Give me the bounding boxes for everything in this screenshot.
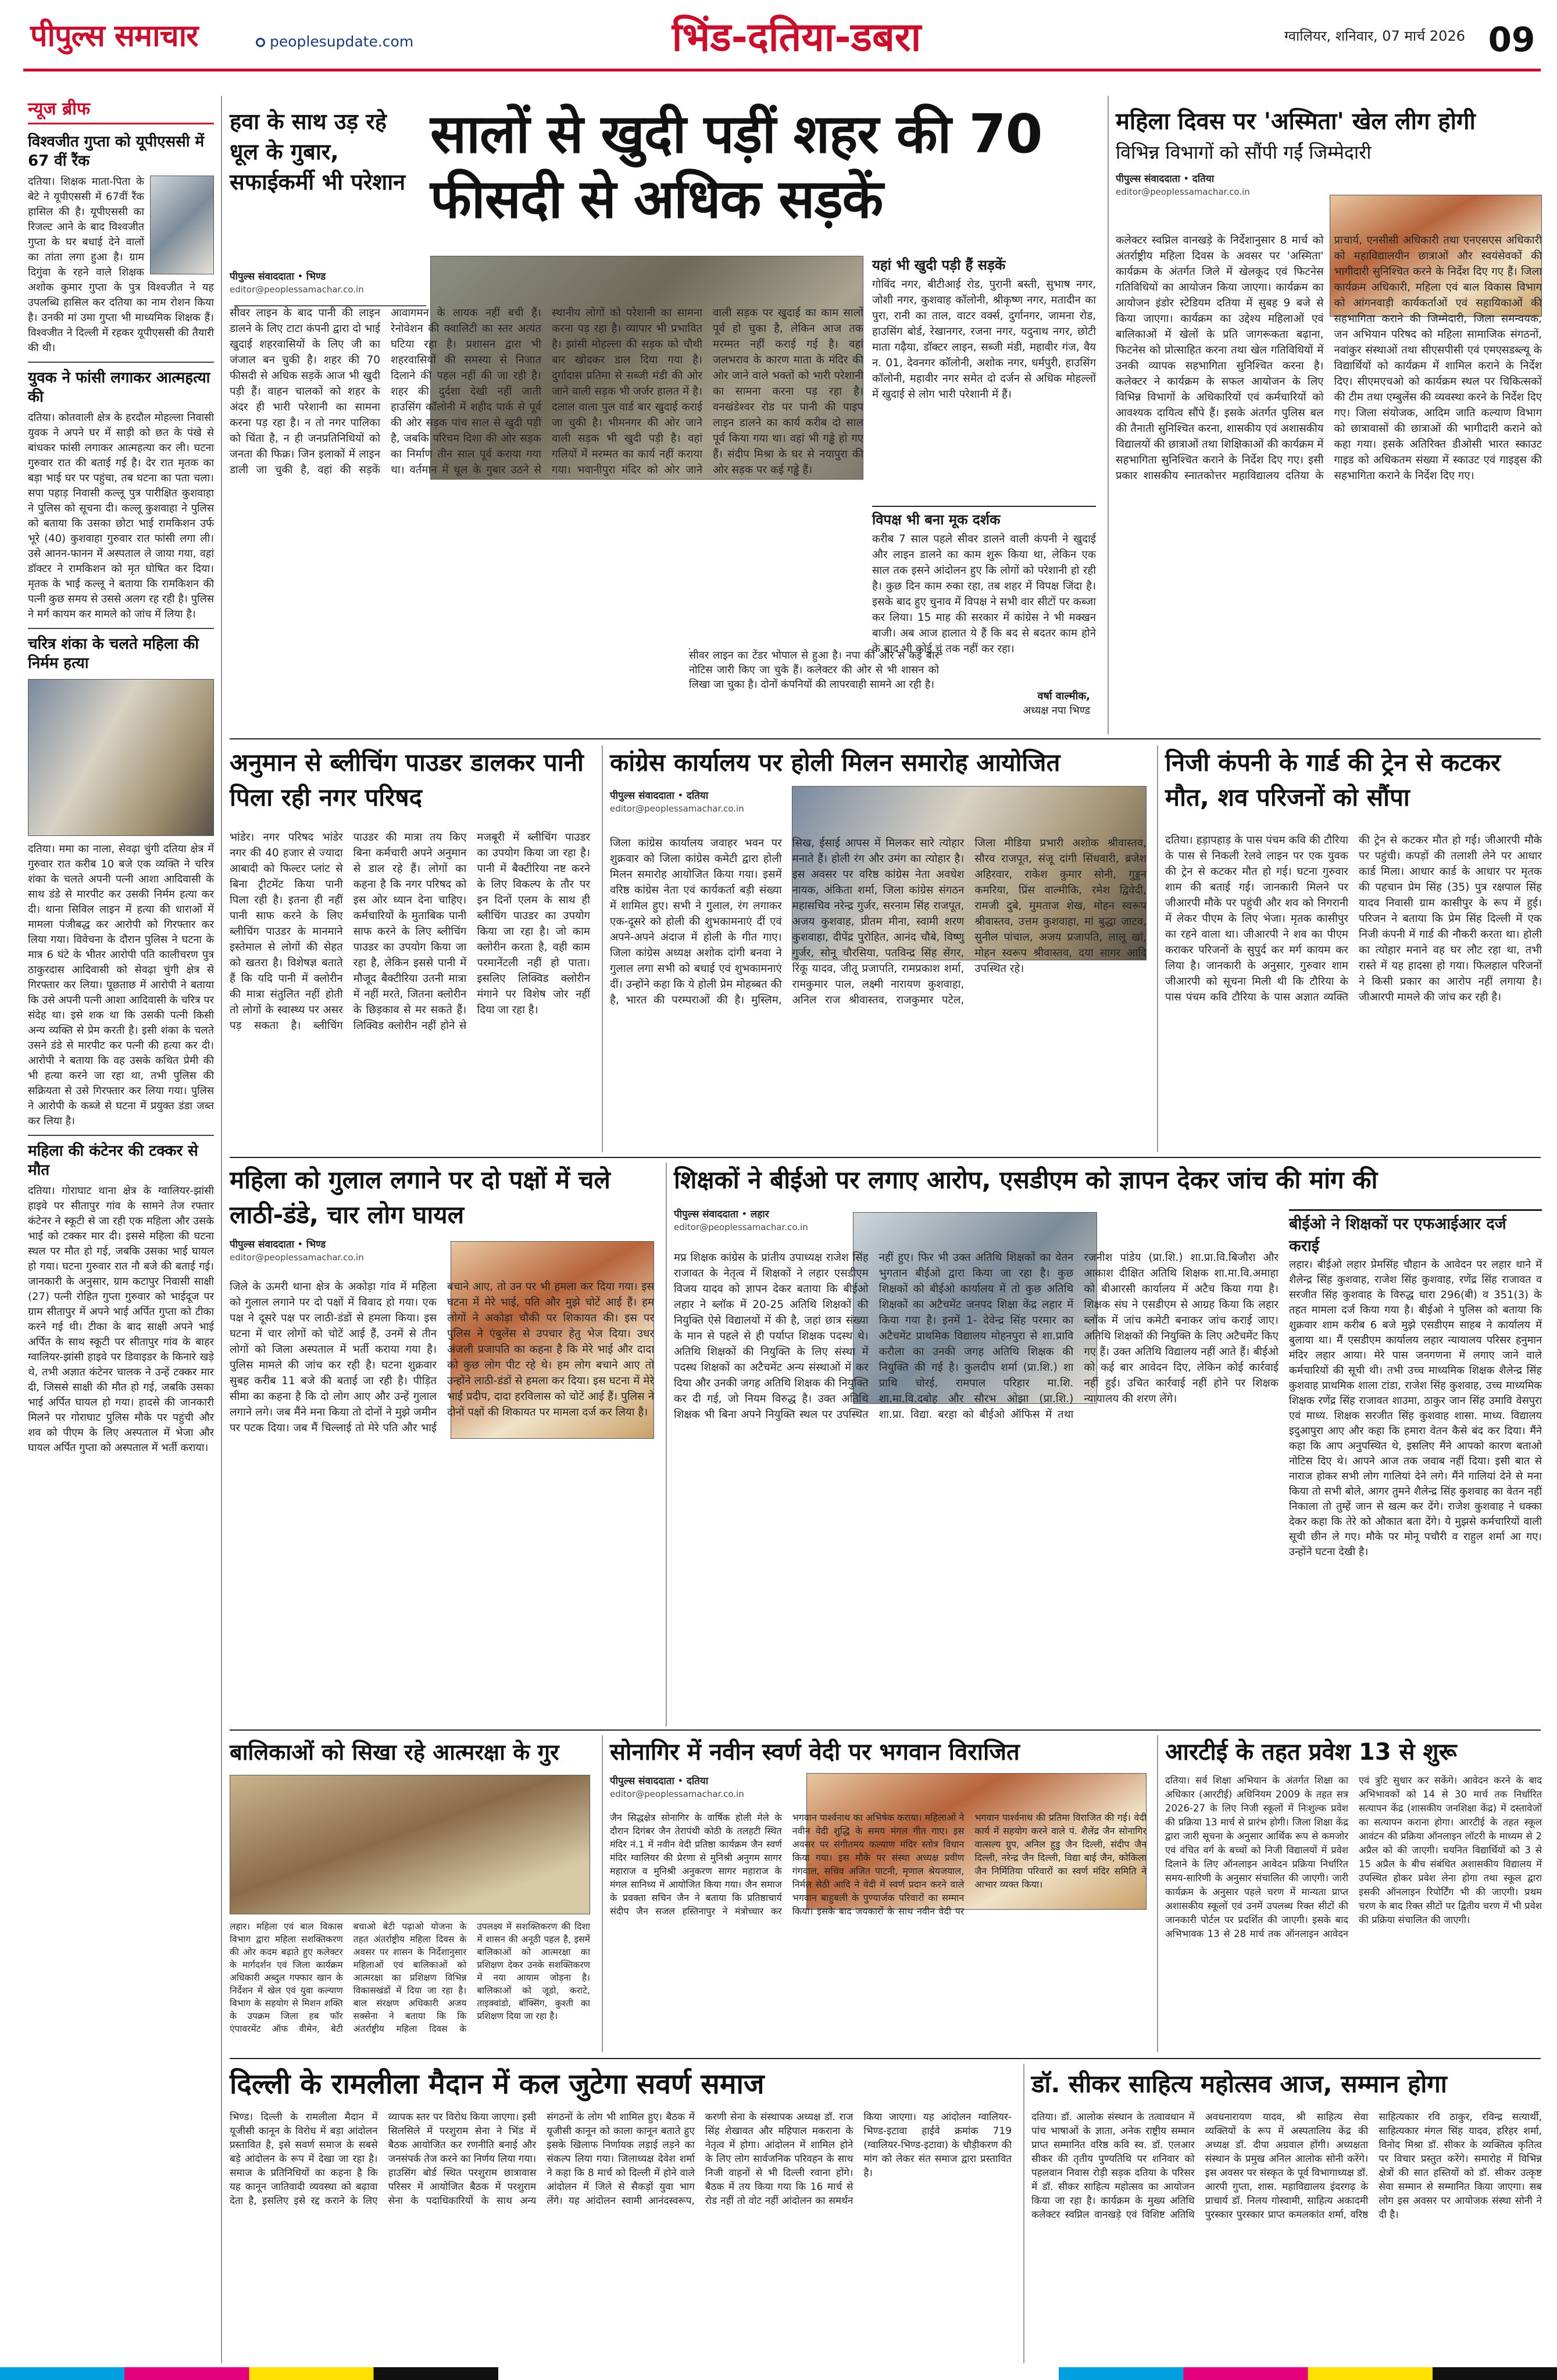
byline-email: editor@peoplessamachar.co.in [230,1252,364,1263]
brief-body: दतिया। शिक्षक माता-पिता के बेटे ने यूपीएससी में 67वीं रैंक हासिल की है। यूपीएससी का रिजल्ट आने के बाद विश्वजीत गुप्ता के घर बधाई देने वालों का तांता लगा हुआ है। ग्राम दिगुंवा के रहने वाले शिक्षक अशोक कुमार गुप्ता के पुत्र विश्वजीत ने यह उपलब्धि हासिल कर दतिया का नाम रोशन किया है। उनकी मां उमा गुप्ता भी माध्यमिक शिक्षक हैं। विश्वजीत ने दिल्ली में रहकर यूपीएससी की तैयारी की थी। [28,176,214,354]
girls-headline: बालिकाओं को सिखा रहे आत्मरक्षा के गुर [230,1739,559,1765]
section-rule-3 [230,1729,1541,1731]
byline-name: पीपुल्स संवाददाता [674,1209,738,1220]
brief-title: चरित्र शंका के चलते महिला की निर्मम हत्या [28,635,199,672]
website-link[interactable] [256,30,448,53]
news-brief-sidebar [28,96,214,2352]
quote-attribution [951,689,1090,724]
beo-fir-box [1289,1209,1542,1724]
brief-body: दतिया। ममा का नाला, सेवढ़ा चुंगी दतिया क्षेत्र में गुरुवार रात करीब 10 बजे एक व्यक्ति ने चरित्र शंका के चलते अपनी पत्नी आशा आदिवासी के साथ डंडे से मारपीट कर उसकी निर्मम हत्या कर दी। थाना सिविल लाइन में हत्या की धाराओं में मामला पंजीबद्ध कर आरोपी को गिरफ्तार कर लिया गया। विवेचना के दौरान पुलिस ने घटना के मात्र 6 घंटे के भीतर आरोपी पति कालीचरण पुत्र ठाकुरदास आदिवासी को सेवढ़ा चुंगी क्षेत्र से गिरफ्तार कर लिया। पूछताछ में आरोपी ने बताया कि उसे अपनी पत्नी आशा आदिवासी के चरित्र पर संदेह था। इसे शक था कि उसकी पत्नी किसी अन्य व्यक्ति से प्रेम करती है। इसी शंका के चलते उसने डंडे से मारपीट कर पत्नी की हत्या कर दी। आरोपी ने बताया कि वह उसके कथित प्रेमी की भी हत्या करने जा रहा था, तभी पुलिस की सक्रियता से उसे गिरफ्तार कर लिया गया। पुलिस ने आरोपी के कब्जे से घटना में प्रयुक्त डंडा जब्त कर लिया है। [28,843,214,1127]
holi-headline: कांग्रेस कार्यालय पर होली मिलन समारोह आयोजित [610,748,1060,777]
quote-author: वर्षा वाल्मीक, [1037,690,1090,702]
lead-opp-body: करीब 7 साल पहले सीवर डालने वाली कंपनी ने खुदाई और लाइन डालने का काम शुरू किया था, लेकिन एक साल तक इसने आंदोलन हुए कि लोगों को परेशानी हो रही है। कुछ दिन काम रुका रहा, तब शहर में विपक्ष जिंदा है। इसके बाद हुए चुनाव में विपक्ष ने सभी वार सीटों पर कब्जा कर लिया। 15 माह की सरकार में कांग्रेस ने भी मक्खन बाजी। अब आज हालात ये हैं कि बद से बदतर काम होने के बाद भी कोई चुं तक नहीं कर रहा। [872,533,1096,655]
byline-email: editor@peoplessamachar.co.in [610,1789,744,1799]
sonagir-byline: पीपुल्स संवाददाता • दतिया editor@peoplessamachar.co.in [610,1775,744,1799]
masthead-rule [23,69,1541,72]
beo-fir-body: लहार। बीईओ लहार प्रेमसिंह चौहान के आवेदन पर लहार थाने में शैलेन्द्र सिंह कुशवाह, राजेश सिंह कुशवाह, रणेंद्र सिंह राजावत व सरजीत सिंह कुशवाह के विरुद्ध धारा 296(बी) व 351(3) के तहत मामला दर्ज किया गया है। बीईओ ने पुलिस को बताया कि शुक्रवार शाम करीब 6 बजे मुझे एसडीएम साहब ने कार्यालय में बुलाया था। मैं एसडीएम कार्यालय लहार न्यायालय परिसर हनुमान मंदिर लहार आया। मेरे पास जनगणना में लगाए जाने वाले कर्मचारियों की सूची थी। तभी उच्च माध्यमिक शिक्षक शैलेन्द्र सिंह कुशवाह प्राथमिक शाला टांडा, राजेश सिंह कुशवाह, उच्च माध्यमिक शिक्षक रणेंद्र सिंह राजावत शाउमा, ठाकुर जान सिंह उमावि वेसपुरा एवं माध्य. शिक्षक सरजीत सिंह कुशवाह शासा. माध्य. विद्यालय इदुआपुरा आए और कहा कि हमारा वेतन कैसे बंद कर दिया। मैंने कहा कि आप अनुपस्थित थे, इसलिए मैंने आपको कारण बताओ नोटिस दिए थे। आपने आज तक जवाब नहीं दिया। इसी बात से नाराज होकर सभी लोग गालियां देने लगे। मैंने गालियां देने से मना किया तो सभी बोले, आगर तुमने शैलेन्द्र सिंह कुशवाह का वेतन नहीं निकाला तो तुम्हें जान से खत्म कर देंगे। राजेश कुशवाह ने धक्का देकर कहा कि तेरे को औकात बता देंगे। ये मुझसे कर्मचारियों वाली सूची छीन ले गए। मौके पर मोनू पचौरी व राहुल शर्मा आ गए। उन्होंने घटना देखी है। [1289,1259,1542,1558]
bleach-body: भांडेर। नगर परिषद भांडेर नगर की 40 हजार से ज्यादा आबादी को फिल्टर प्लांट से बिना ट्रीटमेंट किया पानी पिला रही है। इतना ही नहीं पानी साफ करने के लिए ब्लीचिंग पाउडर के मानमाने इस्तेमाल से लोगों की सेहत को खतरा है। विशेषज्ञ बताते हैं कि यदि पानी में क्लोरीन की मात्रा संतुलित नहीं होती तो लोगों के स्वास्थ्य पर असर पड़ सकता है। ब्लीचिंग पाउडर की मात्रा तय किए बिना कर्मचारी अपने अनुमान से डाल रहे हैं। लोगों का कहना है कि नगर परिषद को इस ओर ध्यान देना चाहिए। कर्मचारियों के मुताबिक पानी साफ करने के लिए ब्लीचिंग पाउडर का उपयोग किया जा रहा है, लेकिन इससे पानी में मौजूद बैक्टीरिया उतनी मात्रा में नहीं मरते, जितना क्लोरीन के छिड़काव से मर सकते हैं। लिक्विड क्लोरीन नहीं होने से मजबूरी में ब्लीचिंग पाउडर का उपयोग किया जा रहा है। पानी में बैक्टीरिया नष्ट करने के लिए विकल्प के तौर पर इन दिनों एलम के साथ ही ब्लीचिंग पाउडर का उपयोग किया जा रहा है। जो काम क्लोरीन करता है, वही काम परमानेंटली नहीं हो पाता। इसलिए लिक्विड क्लोरीन मंगाने पर विशेष जोर नहीं दिया जा रहा है। [230,831,590,1032]
brand-name: पीपुल्स समाचार [30,19,198,53]
guard-story [1157,745,1541,1152]
gulal-byline: पीपुल्स संवाददाता • भिण्ड editor@peoplessamachar.co.in [230,1239,364,1263]
lead-sub-title: यहां भी खुदी पड़ी हैं सड़कें [872,257,1006,273]
women-body: कलेक्टर स्वप्निल वानखड़े के निर्देशानुसार 8 मार्च को अंतर्राष्ट्रीय महिला दिवस के अवसर पर 'अस्मिता' कार्यक्रम के अंतर्गत जिले में खेलकूद एवं फिटनेस गतिविधियों का आयोजन किया जाएगा। कार्यक्रम का आयोजन इंडोर स्टेडियम दतिया में सुबह 9 बजे से किया जाएगा। कार्यक्रम का उद्देश्य महिलाओं एवं बालिकाओं में खेलों के प्रति जागरूकता बढ़ाना, फिटनेस को प्रोत्साहित करना तथा खेल गतिविधियों में उनकी व्यापक सहभागिता सुनिश्चित करना है। कलेक्टर ने कार्यक्रम के सफल आयोजन के लिए विभिन्न विभागों के अधिकारियों एवं कर्मचारियों को आवश्यक दायित्व सौंपे हैं। इसके अंतर्गत पुलिस बल की तैनाती सुनिश्चित करना, शासकीय एवं अशासकीय विद्यालयों की छात्राओं तथा शिक्षिकाओं की कार्यक्रम में सहभागिता सुनिश्चित कराने के निर्देश दिए गए। इसी प्रकार शासकीय स्नातकोत्तर महाविद्यालय दतिया के प्राचार्य, एनसीसी अधिकारी तथा एनएसएस अधिकारी को महाविद्यालयीन छात्राओं और स्वयंसेवकों की भागीदारी सुनिश्चित करने के निर्देश दिए गए हैं। जिला कार्यक्रम अधिकारी, महिला एवं बाल विकास विभाग को आंगनवाड़ी कार्यकर्ताओं एवं सहायिकाओं की सहभागिता कराने की जिम्मेदारी, जिला समन्वयक, जन अभियान परिषद को महिला सामाजिक संगठनों, नवांकुर संस्थाओं तथा सीएसपीसी एवं एमएसडब्ल्यू के विद्यार्थियों को कार्यक्रम में शामिल कराने के निर्देश दिए। सीएमएचओ को कार्यक्रम स्थल पर चिकित्सकों की टीम तथा एम्बुलेंस की व्यवस्था करने के निर्देश दिए गए। जिला संयोजक, आदिम जाति कल्याण विभाग को छात्रावासों की छात्राओं की भागीदारी कराने को कहा गया। इसके अतिरिक्त डीओसी भारत स्काउट गाइड को अधिकतम संख्या में स्काउट एवं गाइड्स की सहभागिता कराने के निर्देश दिए गए। [1116,234,1542,482]
gulal-headline: महिला को गुलाल लगाने पर दो पक्षों में चले लाठी-डंडे, चार लोग घायल [230,1166,610,1229]
lead-byline [230,270,422,299]
byline-email: editor@peoplessamachar.co.in [610,803,744,814]
brief-title: महिला की कंटेनर की टक्कर से मौत [28,1142,198,1179]
bleach-story [230,745,590,1152]
women-headline: महिला दिवस पर 'अस्मिता' खेल लीग होगी [1116,108,1476,135]
person-photo [150,176,214,274]
guard-headline: निजी कंपनी के गार्ड की ट्रेन से कटकर मौत, शव परिजनों को सौंपा [1165,748,1501,812]
lead-story [230,96,1096,734]
holi-body: जिला कांग्रेस कार्यालय जवाहर भवन पर शुक्रवार को जिला कांग्रेस कमेटी द्वारा होली मिलन समारोह आयोजित किया गया। इसमें वरिष्ठ कांग्रेस नेता एवं कार्यकर्ता बड़ी संख्या में शामिल हुए। सभी ने गुलाल, रंग लगाकर एक-दूसरे को होली की शुभकामनाएं दीं एवं अपने-अपने अंदाज में होली के गीत गाए। जिला कांग्रेस अध्यक्ष अशोक दांगी बनवा ने गुलाल लगा सभी को बधाई एवं शुभकामनाएं दीं। उन्होंने कहा कि ये होली प्रेम मोहब्बत की है, भारत की परम्पराओं की है। मुस्लिम, सिख, ईसाई आपस में मिलकर सारे त्योहार मनाते हैं। होली रंग और उमंग का त्योहार है। इस अवसर पर वरिष्ठ कांग्रेस नेता अवधेश नायक, अंकिता शर्मा, जिला कांग्रेस संगठन महासचिव नरेन्द्र गुर्जर, सरनाम सिंह राजपूत, अजय कुशवाह, प्रीतम मीना, स्वामी शरण कुशवाहा, दीपेंद्र पुरोहित, आनंद चौबे, विष्णु गुर्जर, सोनू चौरसिया, पतविन्द्र सिंह सेंगर, रिंकू यादव, जीतू प्रजापति, रामप्रकाश शर्मा, रामकुमार पाल, लक्ष्मी नारायण कुशवाहा, अनिल राज श्रीवास्तव, राजकुमार पटेल, जिला मीडिया प्रभारी अशोक श्रीवास्तव, सौरव राजपूत, संजू दांगी सिंधवारी, ब्रजेश अहिरवार, राकेश कुमार सोनी, गुड्डन कमरिया, प्रिंस वाल्मीकि, रमेश द्विवेदी, रामजी दुबे, मुमताज शेख, मोहन स्वरूप श्रीवास्तव, उत्तम कुशवाहा, मां बुद्धा जाटव, सुनील पांचाल, अजय प्रजापति, लालू खां, मोहन स्वरूप श्रीवास्तव, दया सागर आदि उपस्थित रहे। [610,837,1147,1006]
byline-place: लहार [750,1209,769,1220]
sahitya-body: दतिया। डॉ. आलोक संस्थान के तत्वावधान में पांच भाषाओं के ज्ञाता, अनेक राष्ट्रीय सम्मान प्राप्त सम्मानित वरिष्ठ कवि स्व. डॉ. एलआर सीकर की तृतीय पुण्यतिथि पर शनिवार को पहलवान निवास रोड़ी सड़क दतिया के परिसर में डॉ. सीकर साहित्य महोत्सव का आयोजन किया जा रहा है। कार्यक्रम के मुख्य अतिथि कलेक्टर स्वप्निल वानखड़े एवं विशिष्ट अतिथि अवधनारायण यादव, श्री साहित्य सेवा व्यक्तियों के रूप में अस्पतालिय केंद्र की अध्यक्ष डॉ. दीपा अग्रवाल होंगी। अध्यक्षता संस्थान के प्रमुख अनिल आलोक सोनी करेंगे। इस अवसर पर संस्कृत के पूर्व विभागाध्यक्ष डॉ. आरपी गुप्ता, शास. महाविद्यालय इंदरगढ़ के प्राचार्य डॉ. निलय गोस्वामी, साहित्य अकादमी पुरस्कार पुरस्कार प्राप्त कमलकांत शर्मा, वरिष्ठ साहित्यकार रवि ठाकुर, रविन्द्र सत्यार्थी, साहित्यकार मंगल सिंह यादव, हरिहर शर्मा, विनोद मिश्रा डॉ. सीकर के व्यक्तित्व कृतित्व पर विचार प्रस्तुत करेंगे। समारोह में विभिन्न क्षेत्रों की सात हस्तियों को डॉ. सीकर उत्कृष्ट सेवा सम्मान से सम्मानित किया जाएगा। सब लोग इस अवसर पर आयोजक संस्था सोनी ने दी है। [1031,2111,1542,2221]
brief-title: युवक ने फांसी लगाकर आत्महत्या की [28,369,210,406]
rte-story [1157,1735,1541,2052]
sonagir-body: जैन सिद्धक्षेत्र सोनागिर के वार्षिक होली मेले के दौरान दिगंबर जैन तेरापंथी कोठी के तलहटी स्थित मंदिर नं.1 में नवीन वेदी प्रतिष्ठा कार्यक्रम जैन स्वर्ण मंदिर ग्वालियर की प्रेरणा से मुनिश्री अनुगम सागर महाराज व मुनिश्री अनुकरण सागर महाराज के मंगल सानिध्य में आयोजित किया गया। जैन समाज के प्रवक्ता सचिन जैन ने बताया कि प्रतिष्ठाचार्य संदीप जैन सजल हस्तिनापुर ने मंत्रोच्चार कर भगवान पार्श्वनाथ का अभिषेक कराया। महिलाओं ने नवीन वेदी शुद्धि के समय मंगल गीत गाए। इस अवसर पर संगीतमय कल्याण मंदिर स्तोत्र विधान किया गया। इस मौके पर संस्था अध्यक्ष प्रवीण गंगवाल, सचिव अजित पाटनी, मृणाल श्रेयजयाल, निर्मल सेठी आदि ने वेदी में स्वर्ण प्रदान करने वाले भगवान बाहुबली के पुण्यार्जक परिवारों का सम्मान किया। इसके बाद जयकारों के साथ नवीन वेदी पर भगवान पार्श्वनाथ की प्रतिमा विराजित की गई। वेदी कार्य में सहयोग करने वाले पं. शैलेंद्र जैन सोनागिर वात्सल्य ग्रुप, अनिल हुडु जैन दिल्ली, संदीप जैन दिल्ली, नरेन्द्र जैन दिल्ली, विद्या बाई जैन, कोकिला जैन निर्मितिया परिवारों का स्वर्ण मंदिर समिति ने आभार व्यक्त किया। [610,1812,1147,1917]
guard-body: दतिया। हड़ापहाड़ के पास पंचम कवि की टौरिया के पास से निकली रेलवे लाइन पर एक युवक की ट्रेन से कटकर मौत हो गई। घटना गुरुवार शाम की बताई गई। जानकारी मिलने पर जीआरपी मौके पर पहुंची और शव को निगरानी में लेकर पीएम के लिए भेजा। मृतक कासीपुर का रहने वाला था। जीआरपी ने शव का पीएम कराकर परिजनों के सुपुर्द कर मर्ग कायम कर लिया है। जानकारी के अनुसार, गुरुवार शाम जीआरपी को सूचना मिली थी कि टौरिया के पास पंचम कवि टौरिया के पास अज्ञात व्यक्ति की ट्रेन से कटकर मौत हो गई। जीआरपी मौके पर पहुंची। कपड़ों की तलाशी लेने पर आधार कार्ड मिला। आधार कार्ड के आधार पर मृतक की पहचान प्रेम सिंह (35) पुत्र रक्षपाल सिंह यादव निवासी ग्राम कासीपुर के रूप में हुई। परिजन ने बताया कि प्रेम सिंह दिल्ली में एक निजी कंपनी में गार्ड की नौकरी करता था। होली का त्योहार मनाने वह घर लौट रहा था, तभी रास्ते में यह हादसा हो गया। फिलहाल परिजनों ने किसी प्रकार का आरोप नहीं लगाया है। जीआरपी मामले की जांच कर रही है। [1165,834,1542,1003]
page-number: 09 [1488,20,1535,59]
byline-name: पीपुल्स संवाददाता [610,1775,674,1787]
teachers-story [666,1163,1541,1727]
section-title [587,13,1006,63]
lead-opp-box [872,506,1096,655]
byline-place: दतिया [686,790,709,802]
byline-email: editor@peoplessamachar.co.in [1116,187,1250,197]
brief-item-suicide [28,369,214,622]
teachers-headline: शिक्षकों ने बीईओ पर लगाए आरोप, एसडीएम को ज्ञापन देकर जांच की मांग की [674,1166,1378,1194]
sonagir-headline: सोनागिर में नवीन स्वर्ण वेदी पर भगवान विराजित [610,1739,1020,1766]
byline-place: दतिया [686,1775,709,1787]
brand-logo [30,17,286,58]
ramleela-headline: दिल्ली के रामलीला मैदान में कल जुटेगा सवर्ण समाज [230,2068,765,2100]
girls-story [230,1735,590,2052]
byline-email: editor@peoplessamachar.co.in [674,1222,808,1232]
sahitya-story [1023,2064,1541,2363]
byline-place: भिण्ड [306,271,326,283]
women-deck: विभिन्न विभागों को सौंपी गईं जिम्मेदारी [1116,141,1372,163]
byline-place: दतिया [1192,173,1215,185]
byline-place: भिण्ड [306,1239,326,1250]
holi-byline: पीपुल्स संवाददाता • दतिया editor@peoplessamachar.co.in [610,790,744,814]
brief-item-murder [28,635,214,1129]
girls-body: लहार। महिला एवं बाल विकास विभाग द्वारा महिला सशक्तिकरण की ओर कदम बढ़ाते हुए कलेक्टर के मार्गदर्शन एवं जिला कार्यक्रम अधिकारी अब्दुल गफ्फार खान के निर्देशन में खेल एवं युवा कल्याण विभाग के सहयोग से मिशन शक्ति के उपक्रम जिला हब फॉर एंपावरमेंट ऑफ वीमेन, बेटी बचाओ बेटी पढ़ाओ योजना के तहत अंतर्राष्ट्रीय महिला दिवस के अवसर पर शासन के निर्देशानुसार महिलाओं एवं बालिकाओं को आत्मरक्षा का प्रशिक्षण विभिन्न विकासखंडों में दिया जा रहा है। बाल संरक्षण अधिकारी अजय सक्सेना ने बताया कि कि अंतर्राष्ट्रीय महिला दिवस के उपलक्ष्य में सशक्तिकरण की दिशा में शासन की अनूठी पहल है, इसमें बालिकाओं को आत्मरक्षा का प्रशिक्षण देकर उनके सशक्तिकरण में नया आयाम जोड़ना है। बालिकाओं को जूडो, कराटे, ताइक्वांडो, बॉक्सिंग, कुश्ती का प्रशिक्षण दिया जा रहा है। [230,1921,590,2034]
women-day-story [1108,96,1541,734]
brief-item-upsc [28,133,214,356]
brief-item-accident [28,1142,214,1456]
byline-name: पीपुल्स संवाददाता [230,271,294,283]
quote-icon: • [297,271,303,283]
brief-body: दतिया। कोतवाली क्षेत्र के हरदौल मोहल्ला निवासी युवक ने अपने घर में साड़ी को छत के पंखे से बांधकर फांसी लगाकर आत्महत्या कर ली। घटना गुरुवार रात की बताई गई है। देर रात मृतक का बड़ा भाई घर पर पहुंचा, तब घटना का पता चला। सपा पहाड़ निवासी कल्लू पुत्र पारीक्षित कुशवाहा ने पुलिस को सूचना दी। कल्लू कुशवाहा ने पुलिस को बताया कि उसका छोटा भाई रामकिशन उर्फ भूरे (40) कुशवाहा गुरुवार रात फांसी लगा ली। उसे आनन-फानन में अस्पताल ले जाया गया, वहां डॉक्टर ने रामकिशन को मृत घोषित कर दिया। मृतक के भाई कल्लू ने बताया कि रामकिशन की पत्नी कुछ समय से उससे अलग रह रही है। पुलिस ने मर्ग कायम कर मामले को जांच में लिया है। [28,412,214,620]
teachers-byline: पीपुल्स संवाददाता • लहार editor@peoplessamachar.co.in [674,1209,808,1232]
website-text: peoplesupdate.com [270,33,414,50]
section-title-text: भिंड-दतिया-डबरा [672,15,922,60]
section-rule-4 [230,2058,1541,2059]
bleach-headline: अनुमान से ब्लीचिंग पाउडर डालकर पानी पिला रही नगर परिषद [230,748,584,812]
lead-body: सीवर लाइन के बाद पानी की लाइन डालने के लिए टाटा कंपनी द्वारा दो भाई खुदाई शहरवासियों के लिए जी का जंजाल बन चुकी है। शहर की 70 फीसदी से अधिक सड़कें आज भी खुदी पड़ी हैं। वाहन चालकों को शहर के अंदर ही भारी परेशानी का सामना करना पड़ रहा है। न तो नगर पालिका को चिंता है, न ही जनप्रतिनिधियों को जनता की फिक्र। जिन इलाकों में लाइन डाली जा चुकी है, वहां की सड़कें आवागमन के लायक नहीं बची हैं। रेनोवेशन की क्वालिटी का स्तर अत्यंत घटिया रहा है। प्रशासन द्वारा भी शहरवासियों की समस्या से निजात दिलाने की पहल नहीं की जा रही है। शहर की दुर्दशा देखी नहीं जाती हाउसिंग कॉलोनी में शहीद पार्क से पूर्व की ओर सड़क पांच साल से खुदी पड़ी है, जबकि परिचम दिशा की ओर सड़क का निर्माण तीन साल पूर्व कराया गया था। वर्तमान में धूल के गुबार उठने से स्थानीय लोगों को परेशानी का सामना करना पड़ रहा है। व्यापार भी प्रभावित है। झांसी मोहल्ला की सड़क को चौथी बार खोदकर डाल दिया गया है। दुर्गादास प्रतिमा से सब्जी मंडी की ओर जाने वाली सड़क भी जर्जर हालत में है। दलाल वाला पुल वार्ड बार खुदाई कराई जा चुकी है। भीमनगर की ओर जाने वाली सड़क भी खुदी पड़ी है। वहां गलियों में मरम्मत का कार्य नहीं कराया गया। भवानीपुरा मंदिर को ओर जाने वाली सड़क पर खुदाई का काम सालों पूर्व हो चुका है, लेकिन आज तक मरम्मत नहीं कराई गई है। वहां जलभराव के कारण माता के मंदिर की ओर जाने वाले भक्तों को भारी परेशानी का सामना करना पड़ रहा है। वनखंडेश्वर रोड पर पानी की पाइप लाइन डालने का कार्य करीब दो साल पूर्व किया गया था। वहां भी गड्ढे हो गए हैं। संदीप मिश्रा के घर से नयापुरा की ओर सड़क पर कई गड्ढे हैं। [230,307,863,476]
brief-body: दतिया। गोराघाट थाना क्षेत्र के ग्वालियर-झांसी हाइवे पर सीतापुर गांव के सामने तेज रफ्तार कंटेनर ने स्कूटी से जा रही एक महिला और उसके भाई को टक्कर मार दी। इससे महिला की घटना स्थल पर मौत हो गई, जबकि उसका भाई घायल हो गया। घटना गुरुवार रात नौ बजे की बताई गई। जानकारी के अनुसार, ग्राम कटापुर निवासी साक्षी (27) पत्नी रोहित गुप्ता गुरुवार को भाईदूज पर ग्राम सीतापुर में अपने भाई अर्पित गुप्ता को टीका करने गई थी। टीका के बाद साक्षी अपने भाई अर्पित के साथ स्कूटी पर सीतापुर गांव के बाहर ग्वालियर-झांसी हाइवे पर डिवाइडर के किनारे खड़े थे, तभी अज्ञात कंटेनर चालक ने उन्हें टक्कर मार दी, जिससे साक्षी की मौत हो गई, जबकि उसका भाई अर्पित घायल हो गया। हादसे की जानकारी मिलने पर गोराघाट पुलिस मौके पर पहुंची और शव को पीएम के लिए अस्पताल में भेजा और घायल अर्पित गुप्ता को अस्पताल में भर्ती कराया। [28,1185,214,1454]
news-brief-label: न्यूज ब्रीफ [28,96,214,124]
masthead [0,0,1557,80]
globe-icon [256,38,265,47]
rte-body: दतिया। सर्व शिक्षा अभियान के अंतर्गत शिक्षा का अधिकार (आरटीई) अधिनियम 2009 के तहत सत्र 2026-27 के लिए निजी स्कूलों में निःशुल्क प्रवेश की प्रक्रिया 13 मार्च से प्रारंभ होगी। जिला शिक्षा केंद्र द्वारा जारी सूचना के अनुसार आर्थिक रूप से कमजोर एवं वंचित वर्ग के बच्चों को निजी विद्यालयों में प्रवेश दिलाने के लिए ऑनलाइन आवेदन प्रक्रिया निर्धारित समय-सारिणी के अनुसार संचालित की जाएगी। जारी कार्यक्रम के अनुसार पहले चरण में मान्यता प्राप्त अशासकीय स्कूलों एवं उनमें उपलब्ध रिक्त सीटों की जानकारी पोर्टल पर प्रदर्शित की जाएगी। इसके बाद अभिभावक 13 से 28 मार्च तक ऑनलाइन आवेदन एवं त्रुटि सुधार कर सकेंगे। आवेदन करने के बाद अभिभावकों को 14 से 30 मार्च तक निर्धारित सत्यापन केंद्र (शासकीय जनशिक्षा केंद्र) में दस्तावेजों का सत्यापन कराना होगा। आरटीई के तहत स्कूल आवंटन की प्रक्रिया ऑनलाइन लॉटरी के माध्यम से 2 अप्रैल को की जाएगी। चयनित विद्यार्थियों को 3 से 15 अप्रैल के बीच संबंधित अशासकीय विद्यालय में उपस्थित होकर प्रवेश लेना होगा तथा स्कूल द्वारा इसकी ऑनलाइन रिपोर्टिंग भी की जाएगी। प्रथम चरण के बाद रिक्त सीटों पर द्वितीय चरण में भी प्रवेश की प्रक्रिया संचालित की जाएगी। [1165,1775,1542,1939]
byline-name: पीपुल्स संवाददाता [1116,173,1180,185]
sonagir-story [602,1735,1145,2052]
news-photo [28,679,214,836]
dateline: ग्वालियर, शनिवार, 07 मार्च 2026 [1284,28,1465,44]
lead-headline: सालों से खुदी पड़ीं शहर की 70 फीसदी से अधिक सड़कें [430,103,1042,230]
lead-sub-box [872,256,1096,500]
byline-name: पीपुल्स संवाददाता [230,1239,294,1250]
ramleela-body: भिण्ड। दिल्ली के रामलीला मैदान में यूजीसी कानून के विरोध में बड़ा आंदोलन प्रस्तावित है, इसे सवर्ण समाज के सबसे बड़े आंदोलन के रूप में देखा जा रहा है। समाज के प्रतिनिधियों का कहना है कि यह कानून जातिवादी व्यवस्था को बढ़ावा देता है, इसलिए इसे रद्द कराने के लिए व्यापक स्तर पर विरोध किया जाएगा। इसी सिलसिले में परशुराम सेना ने भिंड में बैठक आयोजित कर रणनीति बनाई और जनसंपर्क तेज करने का निर्णय लिया गया। हाउसिंग बोर्ड स्थित परशुराम छात्रावास परिसर में आयोजित बैठक में परशुराम सेना के पदाधिकारियों के साथ अन्य संगठनों के लोग भी शामिल हुए। बैठक में यूजीसी कानून को काला कानून बताते हुए इसके खिलाफ निर्णायक लड़ाई लड़ने का संकल्प लिया गया। जिलाध्यक्ष देवेश शर्मा ने कहा कि 8 मार्च को दिल्ली में होने वाले आंदोलन में जिले से सैकड़ों युवा भाग लेंगे। यह आंदोलन स्वामी आनंदस्वरूप, करणी सेना के संस्थापक अध्यक्ष डॉ. राज सिंह शेखावत और महिपाल मकराना के नेतृत्व में होगा। आंदोलन में शामिल होने के लिए लोग सार्वजनिक परिवहन के साथ निजी वाहनों से भी दिल्ली रवाना होंगे। बैठक में तय किया गया कि 16 मार्च से रोड नहीं तो वोट नहीं आंदोलन का समर्थन किया जाएगा। यह आंदोलन ग्वालियर-भिण्ड-इटावा हाईवे क्रमांक 719 (ग्वालियर-भिण्ड-इटावा) के चौड़ीकरण की मांग को लेकर संत समाज द्वारा प्रस्तावित है। [230,2111,1012,2207]
section-rule-2 [230,1157,1541,1158]
section-rule-1 [230,738,1541,739]
rte-headline: आरटीई के तहत प्रवेश 13 से शुरू [1165,1739,1457,1766]
lead-quote: सीवर लाइन का टेंडर भोपाल से हुआ है। नपा की ओर से कई बार नोटिस जारी किए जा चुके हैं। कलेक्टर की ओर से भी शासन को लिखा जा चुका है। दोनों कंपनियों की लापरवाही सामने आ रही है। [689,649,939,691]
holi-story [602,745,1145,1152]
byline-email: editor@peoplessamachar.co.in [230,284,364,295]
lead-opp-title: विपक्ष भी बना मूक दर्शक [872,506,1096,529]
byline-name: पीपुल्स संवाददाता [610,790,674,802]
color-registration-bar [0,2367,1557,2380]
gulal-story [230,1163,654,1727]
gulal-body: जिले के ऊमरी थाना क्षेत्र के अकोड़ा गांव में महिला को गुलाल लगाने पर दो पक्षों में विवाद हो गया। एक पक्ष ने दूसरे पक्ष पर लाठी-डंडों से हमला किया। इस घटना में चार लोगों को चोटें आई हैं, उनमें से तीन लोगों को जिला अस्पताल में भर्ती कराया गया है। पुलिस मामले की जांच कर रही है। घटना शुक्रवार सुबह करीब 11 बजे की बताई जा रही है। पीड़ित सीमा का कहना है कि दो लोग आए और उन्हें गुलाल लगाने लगे। जब मैंने मना किया तो दोनों ने मुझे जमीन पर पटक दिया। जब मैं चिल्लाई तो मेरे पति और भाई बचाने आए, तो उन पर भी हमला कर दिया गया। इस घटना में मेरे भाई, पति और मुझे चोटें आई हैं। हम लोगों ने अकोड़ा चौकी पर शिकायत की। इस पर पुलिस ने एंबुलेंस से उपचार हेतु भेज दिया। उधर अंजली प्रजापति का कहना है कि मेरे भाई और दादा को कुछ लोग पीट रहे थे। हम लोग बचाने आए तो उन्होंने लाठी-डंडों से हमला कर दिया। इस घटना में मेरे भाई प्रदीप, दादा हरविलास को चोटें आई हैं। पुलिस ने दोनों पक्षों की शिकायत पर मामला दर्ज कर लिया है। [230,1281,654,1434]
sidebar-divider [221,96,222,2363]
lead-side-headline: हवा के साथ उड़ रहे धूल के गुबार, सफाईकर्मी भी परेशान [230,109,406,195]
ramleela-story [230,2064,1012,2363]
selfdefence-photo [230,1775,590,1914]
beo-fir-title: बीईओ ने शिक्षकों पर एफआईआर दर्ज कराई [1289,1209,1542,1257]
teachers-body: मप्र शिक्षक कांग्रेस के प्रांतीय उपाध्यक्ष राजेश सिंह राजावत के नेतृत्व में शिक्षकों ने लहार एसडीएम विजय यादव को ज्ञापन देकर बताया कि बीईओ लहार ने ब्लॉक में 20-25 अतिथि शिक्षकों की नियुक्ति ऐसे विद्यालयों में की है, जहां छात्र संख्या के मान से पहले से ही पर्याप्त शिक्षक पदस्थ थे। अतिथि शिक्षकों की नियुक्ति के लिए संस्था में पदस्थ शिक्षकों का अटैचमेंट अन्य संस्थाओं में कर दिया और उनकी जगह अतिथि शिक्षक की नियुक्ति कर दी गई, जो नियम विरुद्ध है। उक्त अतिथि शिक्षक भी बिना अपने नियुक्ति स्थल पर उपस्थित नहीं हुए। फिर भी उक्त अतिथि शिक्षकों का वेतन भुगतान बीईओ द्वारा किया जा रहा है। कुछ शिक्षकों को बीईओ कार्यालय में तो कुछ अतिथि शिक्षकों का अटैचमेंट जनपद शिक्षा केंद्र लहार में किया गया है। इनमें 1- देवेन्द्र सिंह परमार का अटैचमेंट प्राथमिक विद्यालय मोहनपुरा से शा.प्रावि करौला का उनकी जगह अतिथि शिक्षक की नियुक्ति की गई है। कुलदीप शर्मा (प्रा.शि.) शा प्राथि चोरई, रामपाल परिहार मा.शि. शा.मा.वि.दबोह और सौरभ ओझा (प्रा.शि.) शा.प्रा. विद्या. बरहा को बीईओ ऑफिस में तथा रजनीश पांडेय (प्रा.शि.) शा.प्रा.वि.बिजौरा और आकाश दीक्षित अतिथि शिक्षक शा.मा.वि.अमाहा को बीआरसी कार्यालय में अटैच किया गया है। शिक्षक संघ ने एसडीएम से आग्रह किया कि लहार ब्लॉक में जांच कमेटी बनाकर जांच कराई जाए। अतिथि शिक्षकों की नियुक्ति के लिए अटैचमेंट किए गए हैं। उक्त अतिथि विद्यालय नहीं आते हैं। बीईओ को कई बार आवेदन दिए, लेकिन कोई कार्रवाई नहीं हुई। उचित कार्रवाई नहीं होने पर शिक्षक न्यायालय की शरण लेंगे। [674,1252,1279,1421]
women-byline: पीपुल्स संवाददाता • दतिया editor@peoplessamachar.co.in [1116,173,1250,197]
sahitya-headline: डॉ. सीकर साहित्य महोत्सव आज, सम्मान होगा [1031,2070,1447,2098]
quote-role: अध्यक्ष नपा भिण्ड [1023,705,1090,717]
lead-quote-box [689,648,1096,730]
lead-sub-body: गोविंद नगर, बीटीआई रोड, पुरानी बस्ती, सुभाष नगर, जोशी नगर, कुशवाह कॉलोनी, श्रीकृष्ण नगर, मतादीन का पुरा, रानी का ताल, वाटर वर्क्स, दुर्गानगर, जामना रोड, हाउसिंग बोर्ड, रेखानगर, रजना नगर, यदुनाथ नगर, छोटी माता गढ़ैया, डॉक्टर लाइन, सब्जी मंडी, महावीर गंज, वैय न. 01, देवनगर कॉलोनी, अशोक नगर, धर्मपुरी, हाउसिंग कॉलोनी, महावीर नगर समेत दो दर्जन से अधिक मोहल्लों में खुदाई से लोग भारी परेशानी में हैं। [872,278,1096,401]
brief-title: विश्वजीत गुप्ता को यूपीएससी में 67 वीं रैंक [28,133,205,170]
